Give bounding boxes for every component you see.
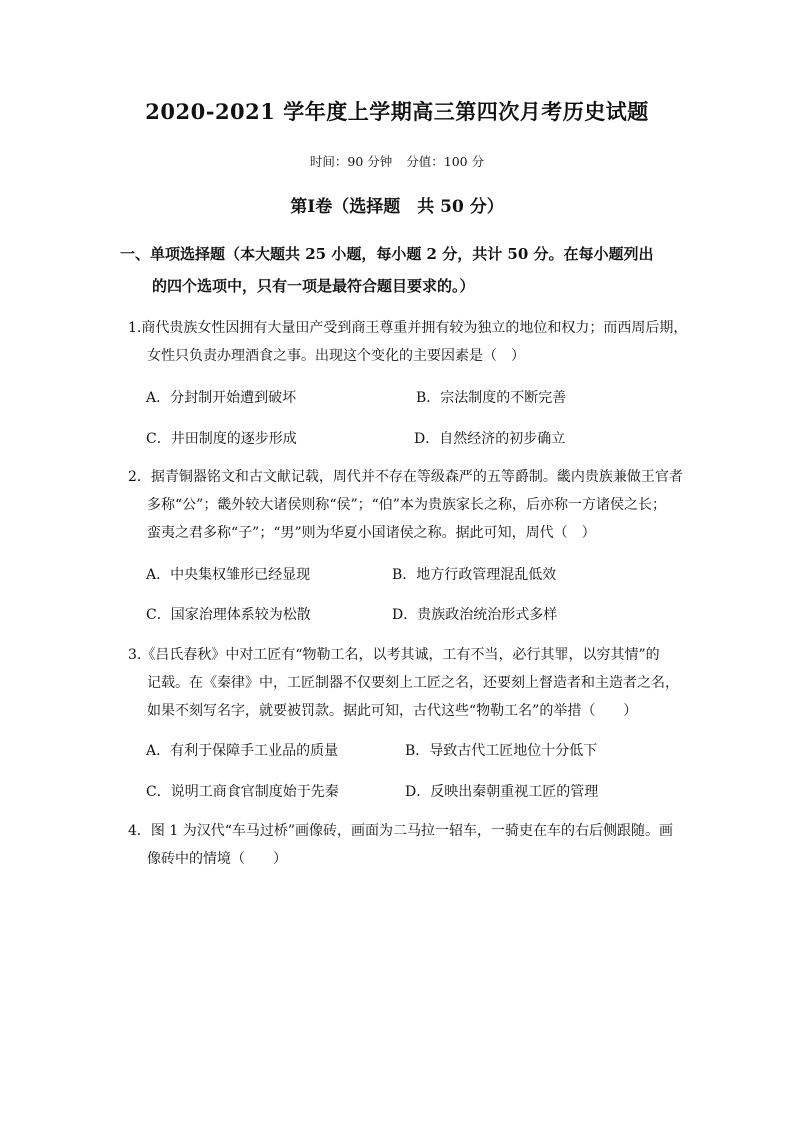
question-3-option-d[interactable]: D．反映出秦朝重视工匠的管理 bbox=[405, 784, 599, 800]
question-1-option-d[interactable]: D．自然经济的初步确立 bbox=[414, 431, 566, 447]
question-2 bbox=[128, 463, 688, 547]
question-1-option-c[interactable]: C．井田制度的逐步形成 bbox=[146, 431, 297, 447]
question-1-option-a[interactable]: A．分封制开始遭到破坏 bbox=[146, 390, 297, 406]
page-title: 2020-2021 学年度上学期高三第四次月考历史试题 bbox=[145, 99, 649, 124]
question-2-option-b[interactable]: B．地方行政管理混乱低效 bbox=[392, 567, 557, 583]
question-3-line-2: 记载。在《秦律》中，工匠制器不仅要刻上工匠之名，还要刻上督造者和主造者之名， bbox=[147, 675, 679, 691]
question-3-option-b[interactable]: B．导致古代工匠地位十分低下 bbox=[405, 743, 598, 759]
question-4 bbox=[128, 817, 688, 873]
question-1-line-2: 女性只负责办理酒食之事。出现这个变化的主要因素是（ ） bbox=[147, 348, 525, 364]
exam-meta bbox=[0, 152, 794, 170]
question-2-line-2: 多称“公”；畿外较大诸侯则称“侯”；“伯”本为贵族家长之称，后亦称一方诸侯之长； bbox=[147, 497, 666, 513]
question-4-line-2: 像砖中的情境（ ） bbox=[147, 851, 287, 867]
section-heading: 第Ⅰ卷（选择题 共 50 分） bbox=[290, 197, 504, 217]
instructions-line-1: 一、单项选择题（本大题共 25 小题，每小题 2 分，共计 50 分。在每小题列出 bbox=[120, 245, 654, 263]
question-2-option-a[interactable]: A．中央集权雏形已经显现 bbox=[146, 567, 311, 583]
question-3-line-1: 3.《吕氏春秋》中对工匠有“物勒工名，以考其诚，工有不当，必行其罪，以穷其情”的 bbox=[128, 647, 660, 663]
question-3-option-c[interactable]: C．说明工商食官制度始于先秦 bbox=[146, 784, 339, 800]
question-2-option-d[interactable]: D．贵族政治统治形式多样 bbox=[392, 607, 558, 623]
question-1-line-1: 1.商代贵族女性因拥有大量田产受到商王尊重并拥有较为独立的地位和权力；而西周后期， bbox=[128, 320, 688, 336]
instructions bbox=[120, 238, 690, 302]
instructions-line-2: 的四个选项中，只有一项是最符合题目要求的。） bbox=[152, 277, 475, 295]
question-3-line-3: 如果不刻写名字，就要被罚款。据此可知，古代这些“物勒工名”的举措（ ） bbox=[147, 703, 638, 719]
question-2-option-c[interactable]: C．国家治理体系较为松散 bbox=[146, 607, 311, 623]
question-4-line-1: 4．图 1 为汉代“车马过桥”画像砖，画面为二马拉一轺车，一骑吏在车的右后侧跟随。画 bbox=[128, 823, 674, 839]
question-3 bbox=[128, 641, 688, 725]
question-1 bbox=[128, 314, 688, 370]
question-2-line-1: 2．据青铜器铭文和古文献记载，周代并不存在等级森严的五等爵制。畿内贵族兼做王官者 bbox=[128, 469, 683, 485]
question-1-option-b[interactable]: B．宗法制度的不断完善 bbox=[416, 390, 567, 406]
question-2-line-3: 蛮夷之君多称“子”；“男”则为华夏小国诸侯之称。据此可知，周代（ ） bbox=[147, 525, 596, 541]
question-3-option-a[interactable]: A．有利于保障手工业品的质量 bbox=[146, 743, 339, 759]
exam-score: 分值：100 分 bbox=[406, 154, 485, 169]
exam-time: 时间：90 分钟 bbox=[309, 154, 393, 169]
